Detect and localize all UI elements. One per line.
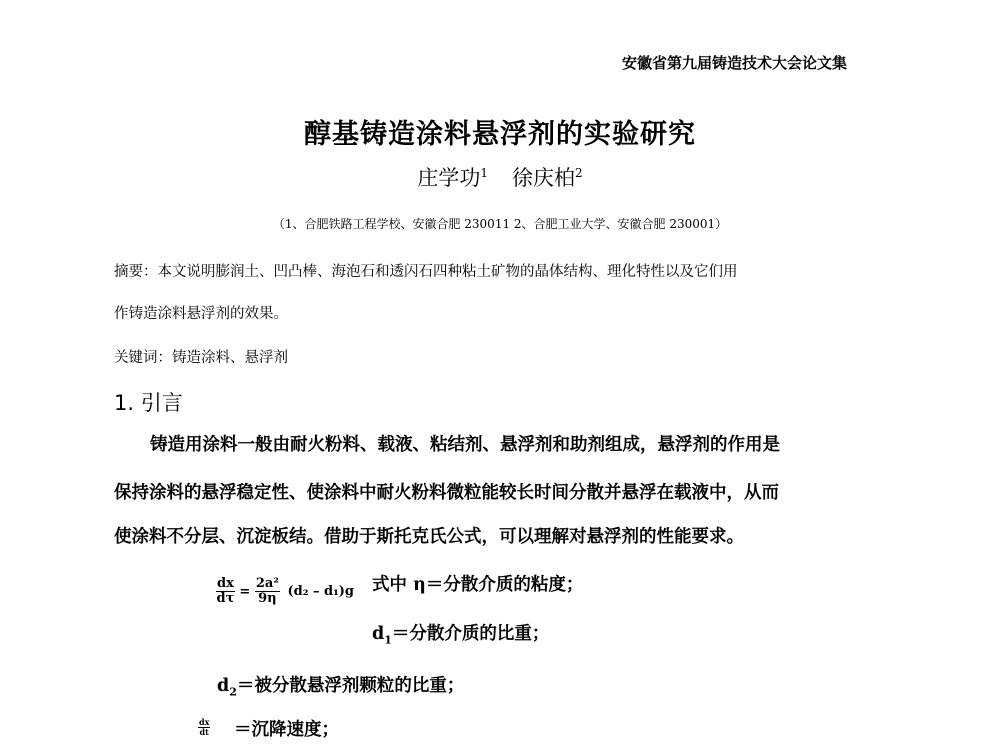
- definition-rate: ＝沉降速度；: [234, 720, 339, 740]
- author-name: 庄学功: [417, 166, 481, 190]
- abstract-line: 摘要：本文说明膨润土、凹凸棒、海泡石和透闪石四种粘土矿物的晶体结构、理化特性以及它们用: [114, 264, 738, 280]
- formula-rhs-rest: (d₂ – d₁)g: [287, 584, 355, 600]
- rate-num: dx: [199, 717, 210, 727]
- formula-lhs-num: dx: [217, 576, 234, 591]
- author-name: 徐庆柏: [512, 166, 575, 190]
- abstract-line: 作铸造涂料悬浮剂的效果。: [114, 306, 288, 322]
- d2-symbol: d: [217, 676, 230, 696]
- author-line: [0, 162, 1000, 192]
- section-heading: 1. 引言: [114, 391, 183, 415]
- running-header: 安徽省第九届铸造技术大会论文集: [622, 54, 848, 72]
- formula-rhs-den: 9η: [258, 591, 277, 607]
- formula-equals: =: [239, 584, 251, 600]
- author-mark: 1: [480, 166, 488, 180]
- rate-fraction: [198, 718, 210, 737]
- d1-text: ＝分散介质的比重；: [391, 624, 550, 644]
- stokes-formula: [216, 577, 354, 607]
- paper-title: 醇基铸造涂料悬浮剂的实验研究: [304, 119, 696, 150]
- author-mark: 2: [575, 166, 583, 180]
- definition-eta: 式中 η＝分散介质的粘度；: [372, 575, 584, 595]
- d1-subscript: 1: [384, 633, 392, 647]
- affiliations: （1、合肥铁路工程学校、安徽合肥 230011 2、合肥工业大学、安徽合肥 230001）: [272, 217, 728, 231]
- definition-d2: [217, 672, 464, 699]
- body-line: 使涂料不分层、沉淀板结。借助于斯托克氏公式，可以理解对悬浮剂的性能要求。: [114, 527, 744, 547]
- body-line: 保持涂料的悬浮稳定性、使涂料中耐火粉料微粒能较长时间分散并悬浮在载液中，从而: [114, 483, 779, 503]
- body-line: 铸造用涂料一般由耐火粉料、载液、粘结剂、悬浮剂和助剂组成，悬浮剂的作用是: [150, 435, 780, 455]
- formula-rhs: [255, 577, 280, 607]
- formula-rhs-num: 2a²: [255, 576, 279, 591]
- rate-den: dt: [199, 726, 209, 737]
- d2-text: ＝被分散悬浮剂颗粒的比重；: [236, 676, 465, 696]
- formula-lhs-den: dτ: [216, 591, 235, 607]
- d2-subscript: 2: [229, 685, 237, 699]
- d1-symbol: d: [372, 624, 385, 644]
- keywords: 关键词：铸造涂料、悬浮剂: [114, 350, 288, 366]
- formula-lhs: [216, 577, 235, 607]
- definition-d1: [372, 620, 549, 647]
